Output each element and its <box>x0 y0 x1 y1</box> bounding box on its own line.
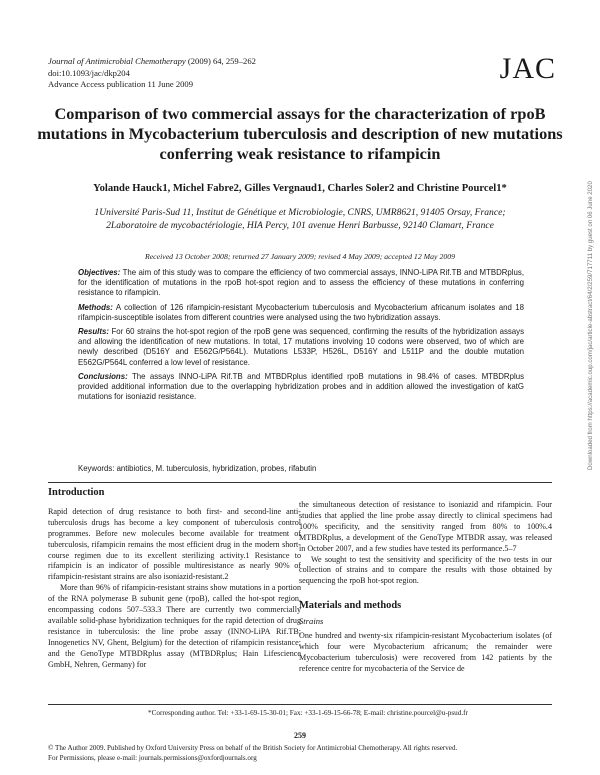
download-side-note: Downloaded from https://academic.oup.com/jac/article-abstract/64/2/259/717711 by guest on 06 June 2020 <box>587 181 594 470</box>
left-column <box>48 488 301 671</box>
permissions-line: For Permissions, please e-mail: journals.permissions@oxfordjournals.org <box>48 754 257 762</box>
abstract <box>78 268 524 406</box>
advance-access: Advance Access publication 11 June 2009 <box>48 79 194 90</box>
page-number: 259 <box>294 731 306 740</box>
journal-citation-line <box>48 56 256 68</box>
corresponding-author-footnote: *Corresponding author. Tel: +33-1-69-15-30-01; Fax: +33-1-69-15-66-78; E-mail: christine.pourcel@u-psud.fr <box>148 709 468 717</box>
right-paragraph-1: the simultaneous detection of resistance to isoniazid and rifampicin. Four studies that applied the line probe assay directly to clinical specimens had 100% specificity, and the sensitivity ranged from 80% to 100%.4 MTBDRplus, a development of the GenoType MTBDR assay, was released in October 2007, and a few studies have tested its performance.5–7 <box>299 500 552 553</box>
conclusions-text: The assays INNO-LiPA Rif.TB and MTBDRplus identified rpoB mutations in 98.4% of cases. MTBDRplus provided additional information due to the overlapping hybridization probes and in addition allowed the investigation of katG mutations for isoniazid resistance. <box>78 371 524 402</box>
strains-subheading: Strains <box>299 616 324 627</box>
copyright-block <box>48 743 457 763</box>
abstract-results <box>78 327 524 368</box>
materials-methods-heading: Materials and methods <box>299 600 402 612</box>
copyright-line: © The Author 2009. Published by Oxford University Press on behalf of the British Society for Antimicrobial Chemotherapy. All rights reserved. <box>48 744 458 752</box>
article-title: Comparison of two commercial assays for the characterization of rpoB mutations in Mycobacterium tuberculosis and description of new mutations conferring weak resistance to rifampicin <box>37 104 563 163</box>
conclusions-label: Conclusions: <box>78 371 128 381</box>
abstract-conclusions <box>78 372 524 403</box>
objectives-text: The aim of this study was to compare the efficiency of two commercial assays, INNO-LiPA Rif.TB and MTBDRplus, for the identification of mutations in the rpoB hot-spot region and to assess the efficiency of these mutations in conferring resistance to rifampicin. <box>78 268 524 298</box>
keywords: Keywords: antibiotics, M. tuberculosis, hybridization, probes, rifabutin <box>78 464 317 473</box>
received-dates: Received 13 October 2008; returned 27 January 2009; revised 4 May 2009; accepted 12 May 2009 <box>144 252 456 261</box>
results-label: Results: <box>78 327 109 337</box>
objectives-label: Objectives: <box>78 268 121 277</box>
right-column <box>299 500 552 675</box>
introduction-heading: Introduction <box>48 487 105 498</box>
affiliations <box>30 207 570 232</box>
abstract-divider <box>48 482 552 483</box>
abstract-objectives <box>78 268 524 299</box>
footnote-divider <box>48 704 552 705</box>
affiliation-1: 1Université Paris-Sud 11, Institut de Génétique et Microbiologie, CNRS, UMR8621, 91405 Orsay, France; <box>94 207 506 218</box>
journal-citation: (2009) 64, 259–262 <box>187 56 256 66</box>
abstract-methods <box>78 303 524 323</box>
intro-paragraph-1: Rapid detection of drug resistance to both first- and second-line anti-tuberculosis drugs has become a key component of tuberculosis control programmes. Before new molecules become available for treatment of tuberculosis, rifampicin remains the most efficient drug in the modern short-course regimen due to its excellent sterilizing activity.1 Resistance to rifampicin is an indicator of possible multiresistance as nearly 90% of rifampicin-resistant strains are also isoniazid-resistant.2 <box>48 506 301 582</box>
intro-paragraph-2: More than 96% of rifampicin-resistant strains show mutations in a portion of the RNA polymerase B subunit gene (rpoB), called the hot-spot region, encompassing codons 507–533.3 There are currently two commercially available solid-phase hybridization techniques for the rapid detection of drug resistance in tuberculosis: the line probe assay (INNO-LiPA Rif.TB; Innogenetics NV, Ghent, Belgium) for the detection of rifampicin resistance; and the GenoType MTBDRplus assay (MTBDRplus; Hain Lifescience GmbH, Nehren, Germany) for <box>48 583 301 669</box>
methods-text: A collection of 126 rifampicin-resistant Mycobacterium tuberculosis and Mycobacterium africanum isolates and 18 rifampicin-susceptible isolates from different countries were analysed using the two hybridization assays. <box>78 302 524 322</box>
journal-header <box>48 56 256 91</box>
doi[interactable]: doi:10.1093/jac/dkp204 <box>48 67 130 78</box>
author-list: Yolande Hauck1, Michel Fabre2, Gilles Vergnaud1, Charles Soler2 and Christine Pourcel1* <box>93 183 507 194</box>
results-text: For 60 strains the hot-spot region of the rpoB gene was sequenced, confirming the results of the hybridization assays and allowing the identification of new mutations. In total, 17 mutations involving 10 codons were observed, two of which are newly described (D516Y and E562G/P564L). Mutations L533P, H526L, D516Y and L511P and the double mutation E562G/P564L conferred a low level of resistance. <box>78 327 524 367</box>
strains-paragraph: One hundred and twenty-six rifampicin-resistant Mycobacterium isolates (of which four were Mycobacterium africanum; the remainder were Mycobacterium tuberculosis) were recovered from 142 patients by the reference centre for mycobacteria of the Service de <box>299 631 552 673</box>
right-paragraph-2: We sought to test the sensitivity and specificity of the two tests in our collection of strains and to compare the results with those obtained by sequencing the rpoB hot-spot region. <box>299 554 552 586</box>
journal-logo: JAC <box>499 52 556 85</box>
methods-label: Methods: <box>78 302 113 312</box>
journal-name: Journal of Antimicrobial Chemotherapy <box>48 56 186 66</box>
affiliation-2: 2Laboratoire de mycobactériologie, HIA Percy, 101 avenue Henri Barbusse, 92140 Clamart, France <box>106 219 494 231</box>
